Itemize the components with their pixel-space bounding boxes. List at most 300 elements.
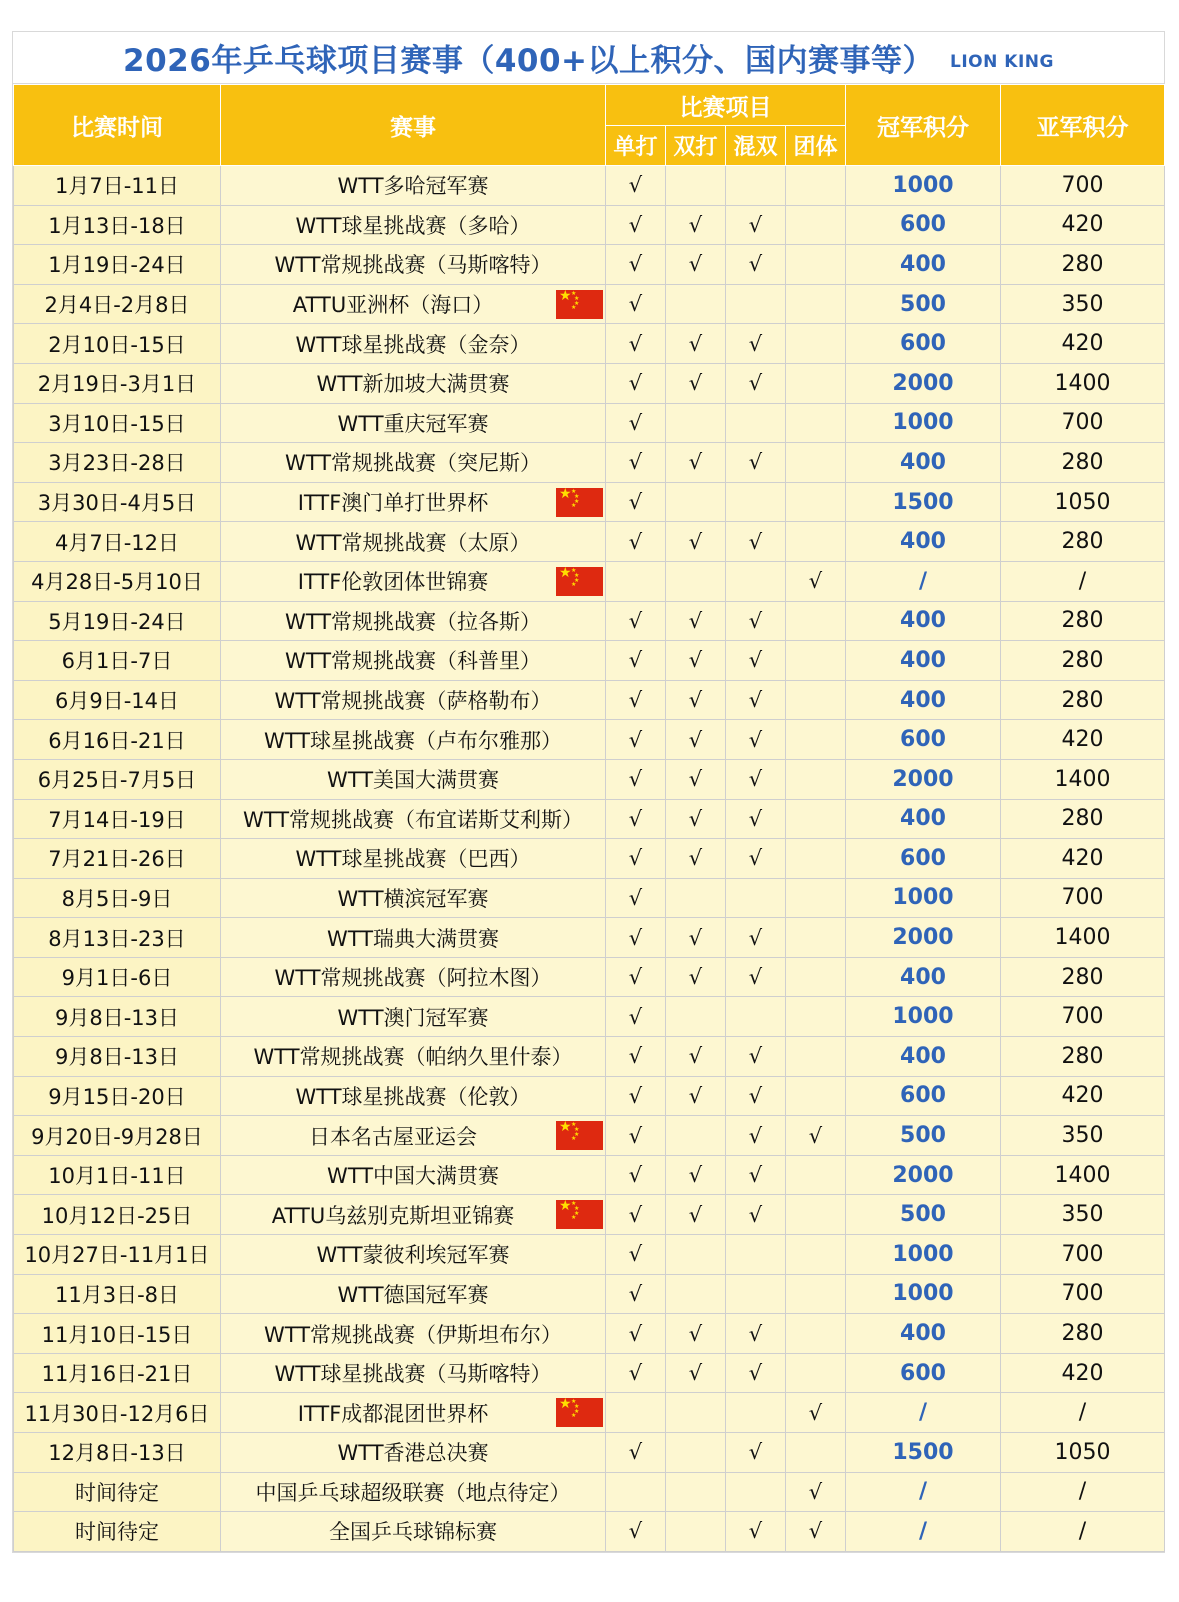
runner-up-points-cell: 1050 [1001, 1433, 1165, 1473]
singles-cell: √ [606, 522, 666, 562]
runner-up-points-cell: 1400 [1001, 918, 1165, 958]
runner-up-points-cell: / [1001, 561, 1165, 601]
singles-cell: √ [606, 918, 666, 958]
runner-up-points-cell: / [1001, 1512, 1165, 1552]
date-cell: 时间待定 [14, 1512, 221, 1552]
event-cell [221, 641, 606, 681]
team-cell [786, 166, 846, 206]
event-cell [221, 561, 606, 601]
event-cell [221, 957, 606, 997]
event-cell [221, 1076, 606, 1116]
singles-cell: √ [606, 166, 666, 206]
team-cell [786, 1155, 846, 1195]
runner-up-points-cell: 350 [1001, 284, 1165, 324]
team-cell [786, 1195, 846, 1235]
doubles-cell: √ [666, 522, 726, 562]
event-cell [221, 363, 606, 403]
champion-points-cell: 600 [846, 839, 1001, 879]
doubles-cell: √ [666, 363, 726, 403]
mixed-cell [726, 878, 786, 918]
table-row [14, 1116, 1165, 1156]
event-name: ITTF成都混团世界杯 [297, 1401, 489, 1426]
event-cell [221, 601, 606, 641]
event-name: WTT香港总决赛 [337, 1441, 489, 1466]
runner-up-points-cell: 280 [1001, 245, 1165, 285]
doubles-cell [666, 1433, 726, 1473]
event-name: WTT重庆冠军赛 [337, 411, 489, 436]
team-cell [786, 363, 846, 403]
date-cell: 10月27日-11月1日 [14, 1235, 221, 1275]
date-cell: 9月15日-20日 [14, 1076, 221, 1116]
doubles-cell: √ [666, 1037, 726, 1077]
table-row [14, 482, 1165, 522]
page-title: 2026年乒乓球项目赛事（400+以上积分、国内赛事等） [123, 43, 935, 79]
singles-cell [606, 1393, 666, 1433]
doubles-cell: √ [666, 1314, 726, 1354]
doubles-cell [666, 1116, 726, 1156]
event-name: WTT瑞典大满贯赛 [326, 926, 500, 951]
team-cell [786, 878, 846, 918]
team-cell [786, 799, 846, 839]
runner-up-points-cell: 1400 [1001, 1155, 1165, 1195]
champion-points-cell: 400 [846, 1314, 1001, 1354]
event-cell [221, 1037, 606, 1077]
runner-up-points-cell: 420 [1001, 324, 1165, 364]
champion-points-cell: 400 [846, 1037, 1001, 1077]
event-name: WTT中国大满贯赛 [326, 1164, 500, 1189]
doubles-cell [666, 878, 726, 918]
mixed-cell: √ [726, 799, 786, 839]
singles-cell: √ [606, 720, 666, 760]
mixed-cell [726, 1235, 786, 1275]
event-name: 全国乒乓球锦标赛 [329, 1520, 497, 1545]
table-row [14, 443, 1165, 483]
doubles-cell [666, 997, 726, 1037]
team-cell [786, 839, 846, 879]
runner-up-points-cell: 420 [1001, 1353, 1165, 1393]
team-cell [786, 997, 846, 1037]
mixed-cell: √ [726, 680, 786, 720]
singles-cell: √ [606, 601, 666, 641]
runner-up-points-cell: 280 [1001, 799, 1165, 839]
date-cell: 3月10日-15日 [14, 403, 221, 443]
runner-up-points-cell: 700 [1001, 1274, 1165, 1314]
team-cell [786, 1235, 846, 1275]
team-cell [786, 759, 846, 799]
brand-label: LION KING [950, 51, 1054, 72]
champion-points-cell: 400 [846, 245, 1001, 285]
mixed-cell [726, 482, 786, 522]
event-cell [221, 997, 606, 1037]
event-cell [221, 799, 606, 839]
runner-up-points-cell: 700 [1001, 878, 1165, 918]
table-row [14, 878, 1165, 918]
doubles-cell: √ [666, 799, 726, 839]
date-cell: 8月5日-9日 [14, 878, 221, 918]
singles-cell: √ [606, 1433, 666, 1473]
event-cell [221, 918, 606, 958]
table-row [14, 799, 1165, 839]
header-runner-up-points: 亚军积分 [1001, 85, 1165, 166]
date-cell: 6月9日-14日 [14, 680, 221, 720]
table-row [14, 324, 1165, 364]
date-cell: 1月19日-24日 [14, 245, 221, 285]
champion-points-cell: 2000 [846, 363, 1001, 403]
event-name: WTT常规挑战赛（阿拉木图） [274, 966, 552, 991]
event-cell [221, 878, 606, 918]
table-row [14, 1472, 1165, 1512]
date-cell: 1月13日-18日 [14, 205, 221, 245]
mixed-cell: √ [726, 720, 786, 760]
runner-up-points-cell: 700 [1001, 166, 1165, 206]
mixed-cell: √ [726, 1314, 786, 1354]
runner-up-points-cell: 420 [1001, 1076, 1165, 1116]
date-cell: 7月14日-19日 [14, 799, 221, 839]
table-row [14, 403, 1165, 443]
date-cell: 11月10日-15日 [14, 1314, 221, 1354]
runner-up-points-cell: 700 [1001, 997, 1165, 1037]
event-name: WTT德国冠军赛 [337, 1282, 489, 1307]
doubles-cell: √ [666, 839, 726, 879]
table-row [14, 363, 1165, 403]
mixed-cell [726, 284, 786, 324]
champion-points-cell: 2000 [846, 759, 1001, 799]
doubles-cell: √ [666, 680, 726, 720]
doubles-cell: √ [666, 918, 726, 958]
runner-up-points-cell: 420 [1001, 205, 1165, 245]
runner-up-points-cell: 1050 [1001, 482, 1165, 522]
singles-cell: √ [606, 1195, 666, 1235]
champion-points-cell: 1000 [846, 997, 1001, 1037]
singles-cell: √ [606, 1274, 666, 1314]
mixed-cell: √ [726, 918, 786, 958]
date-cell: 11月16日-21日 [14, 1353, 221, 1393]
event-name: WTT常规挑战赛（拉各斯） [284, 609, 542, 634]
date-cell: 11月3日-8日 [14, 1274, 221, 1314]
event-cell [221, 759, 606, 799]
mixed-cell [726, 997, 786, 1037]
date-cell: 3月30日-4月5日 [14, 482, 221, 522]
champion-points-cell: / [846, 1472, 1001, 1512]
singles-cell: √ [606, 245, 666, 285]
table-row [14, 759, 1165, 799]
event-name: WTT球星挑战赛（多哈） [295, 213, 531, 238]
singles-cell: √ [606, 363, 666, 403]
mixed-cell: √ [726, 1353, 786, 1393]
champion-points-cell: 400 [846, 443, 1001, 483]
event-name: WTT常规挑战赛（科普里） [284, 649, 542, 674]
runner-up-points-cell: 280 [1001, 641, 1165, 681]
champion-points-cell: 600 [846, 720, 1001, 760]
runner-up-points-cell: 420 [1001, 839, 1165, 879]
date-cell: 1月7日-11日 [14, 166, 221, 206]
event-cell [221, 1472, 606, 1512]
mixed-cell: √ [726, 522, 786, 562]
date-cell: 11月30日-12月6日 [14, 1393, 221, 1433]
header-date: 比赛时间 [14, 85, 221, 166]
china-flag-icon: ★ ★ ★ ★ ★ [556, 1398, 603, 1427]
date-cell: 12月8日-13日 [14, 1433, 221, 1473]
doubles-cell: √ [666, 601, 726, 641]
runner-up-points-cell: / [1001, 1393, 1165, 1433]
runner-up-points-cell: 350 [1001, 1195, 1165, 1235]
event-cell [221, 245, 606, 285]
doubles-cell: √ [666, 1155, 726, 1195]
date-cell: 10月12日-25日 [14, 1195, 221, 1235]
team-cell [786, 957, 846, 997]
event-name: ATTU乌兹别克斯坦亚锦赛 [271, 1203, 515, 1228]
table-row [14, 601, 1165, 641]
mixed-cell: √ [726, 1433, 786, 1473]
schedule-table [13, 84, 1165, 1552]
event-cell [221, 1314, 606, 1354]
table-row [14, 1155, 1165, 1195]
singles-cell: √ [606, 641, 666, 681]
table-row [14, 1274, 1165, 1314]
champion-points-cell: 500 [846, 1116, 1001, 1156]
singles-cell: √ [606, 799, 666, 839]
table-row [14, 1235, 1165, 1275]
event-name: WTT球星挑战赛（金奈） [295, 332, 531, 357]
runner-up-points-cell: 280 [1001, 443, 1165, 483]
champion-points-cell: 1000 [846, 1274, 1001, 1314]
table-row [14, 1314, 1165, 1354]
mixed-cell: √ [726, 1195, 786, 1235]
singles-cell: √ [606, 1235, 666, 1275]
event-name: ITTF澳门单打世界杯 [297, 491, 489, 516]
doubles-cell: √ [666, 205, 726, 245]
mixed-cell: √ [726, 1076, 786, 1116]
mixed-cell: √ [726, 601, 786, 641]
runner-up-points-cell: / [1001, 1472, 1165, 1512]
runner-up-points-cell: 1400 [1001, 363, 1165, 403]
team-cell [786, 205, 846, 245]
event-name: WTT球星挑战赛（马斯喀特） [274, 1362, 552, 1387]
table-row [14, 1353, 1165, 1393]
event-name: 日本名古屋亚运会 [309, 1124, 477, 1149]
date-cell: 7月21日-26日 [14, 839, 221, 879]
china-flag-icon: ★ ★ ★ ★ ★ [556, 290, 603, 319]
doubles-cell: √ [666, 759, 726, 799]
team-cell [786, 918, 846, 958]
doubles-cell: √ [666, 720, 726, 760]
champion-points-cell: 400 [846, 957, 1001, 997]
team-cell [786, 1433, 846, 1473]
mixed-cell [726, 166, 786, 206]
champion-points-cell: 1000 [846, 878, 1001, 918]
table-row [14, 641, 1165, 681]
table-row [14, 522, 1165, 562]
event-cell [221, 1195, 606, 1235]
header-champion-points: 冠军积分 [846, 85, 1001, 166]
champion-points-cell: 600 [846, 1353, 1001, 1393]
champion-points-cell: / [846, 1512, 1001, 1552]
runner-up-points-cell: 280 [1001, 522, 1165, 562]
doubles-cell [666, 284, 726, 324]
event-name: WTT常规挑战赛（突尼斯） [284, 451, 542, 476]
singles-cell: √ [606, 680, 666, 720]
event-name: WTT球星挑战赛（卢布尔雅那） [263, 728, 563, 753]
team-cell [786, 601, 846, 641]
event-cell [221, 839, 606, 879]
date-cell: 9月8日-13日 [14, 997, 221, 1037]
runner-up-points-cell: 280 [1001, 601, 1165, 641]
team-cell [786, 1037, 846, 1077]
team-cell [786, 482, 846, 522]
event-name: WTT常规挑战赛（布宜诺斯艾利斯） [242, 807, 584, 832]
table-row [14, 839, 1165, 879]
mixed-cell [726, 1393, 786, 1433]
table-row [14, 166, 1165, 206]
table-row [14, 997, 1165, 1037]
champion-points-cell: 400 [846, 680, 1001, 720]
date-cell: 时间待定 [14, 1472, 221, 1512]
team-cell: √ [786, 1393, 846, 1433]
runner-up-points-cell: 420 [1001, 720, 1165, 760]
header-mixed: 混双 [726, 126, 786, 166]
event-name: WTT蒙彼利埃冠军赛 [316, 1243, 510, 1268]
singles-cell: √ [606, 1353, 666, 1393]
runner-up-points-cell: 700 [1001, 403, 1165, 443]
team-cell [786, 443, 846, 483]
mixed-cell: √ [726, 1155, 786, 1195]
singles-cell: √ [606, 839, 666, 879]
china-flag-icon: ★ ★ ★ ★ ★ [556, 488, 603, 517]
doubles-cell [666, 403, 726, 443]
champion-points-cell: 600 [846, 1076, 1001, 1116]
china-flag-icon: ★ ★ ★ ★ ★ [556, 1200, 603, 1229]
date-cell: 4月28日-5月10日 [14, 561, 221, 601]
team-cell [786, 1274, 846, 1314]
doubles-cell [666, 482, 726, 522]
runner-up-points-cell: 700 [1001, 1235, 1165, 1275]
team-cell: √ [786, 1472, 846, 1512]
champion-points-cell: 2000 [846, 918, 1001, 958]
event-name: ITTF伦敦团体世锦赛 [297, 570, 489, 595]
date-cell: 3月23日-28日 [14, 443, 221, 483]
event-cell [221, 522, 606, 562]
header-doubles: 双打 [666, 126, 726, 166]
mixed-cell [726, 1274, 786, 1314]
mixed-cell: √ [726, 245, 786, 285]
table-row [14, 957, 1165, 997]
singles-cell [606, 1472, 666, 1512]
event-cell [221, 324, 606, 364]
mixed-cell: √ [726, 1037, 786, 1077]
champion-points-cell: 400 [846, 601, 1001, 641]
date-cell: 2月4日-2月8日 [14, 284, 221, 324]
event-cell [221, 1155, 606, 1195]
doubles-cell: √ [666, 1195, 726, 1235]
doubles-cell [666, 561, 726, 601]
header-event: 赛事 [221, 85, 606, 166]
event-name: WTT美国大满贯赛 [326, 768, 500, 793]
event-name: WTT球星挑战赛（巴西） [295, 847, 531, 872]
team-cell [786, 522, 846, 562]
runner-up-points-cell: 280 [1001, 1314, 1165, 1354]
mixed-cell: √ [726, 205, 786, 245]
team-cell [786, 1314, 846, 1354]
singles-cell: √ [606, 878, 666, 918]
doubles-cell: √ [666, 324, 726, 364]
doubles-cell [666, 1393, 726, 1433]
table-row [14, 720, 1165, 760]
table-row [14, 918, 1165, 958]
team-cell [786, 403, 846, 443]
singles-cell: √ [606, 1116, 666, 1156]
champion-points-cell: 1500 [846, 482, 1001, 522]
china-flag-icon: ★ ★ ★ ★ ★ [556, 1121, 603, 1150]
event-cell [221, 1235, 606, 1275]
event-name: WTT新加坡大满贯赛 [316, 372, 510, 397]
doubles-cell [666, 1472, 726, 1512]
singles-cell: √ [606, 324, 666, 364]
mixed-cell [726, 561, 786, 601]
singles-cell: √ [606, 1314, 666, 1354]
doubles-cell: √ [666, 245, 726, 285]
event-name: WTT常规挑战赛（伊斯坦布尔） [263, 1322, 563, 1347]
team-cell: √ [786, 1512, 846, 1552]
singles-cell: √ [606, 205, 666, 245]
date-cell: 10月1日-11日 [14, 1155, 221, 1195]
doubles-cell: √ [666, 1076, 726, 1116]
table-row [14, 680, 1165, 720]
date-cell: 6月25日-7月5日 [14, 759, 221, 799]
mixed-cell: √ [726, 839, 786, 879]
champion-points-cell: 400 [846, 522, 1001, 562]
mixed-cell [726, 1472, 786, 1512]
champion-points-cell: 400 [846, 799, 1001, 839]
header-types: 比赛项目 [606, 85, 846, 126]
event-cell [221, 284, 606, 324]
mixed-cell [726, 403, 786, 443]
table-row [14, 284, 1165, 324]
runner-up-points-cell: 280 [1001, 680, 1165, 720]
runner-up-points-cell: 1400 [1001, 759, 1165, 799]
champion-points-cell: 2000 [846, 1155, 1001, 1195]
event-name: WTT常规挑战赛（太原） [295, 530, 531, 555]
mixed-cell: √ [726, 759, 786, 799]
team-cell: √ [786, 1116, 846, 1156]
event-name: WTT常规挑战赛（萨格勒布） [274, 689, 552, 714]
mixed-cell: √ [726, 1116, 786, 1156]
champion-points-cell: 500 [846, 1195, 1001, 1235]
singles-cell: √ [606, 443, 666, 483]
champion-points-cell: 1000 [846, 1235, 1001, 1275]
event-name: WTT澳门冠军赛 [337, 1005, 489, 1030]
team-cell [786, 641, 846, 681]
mixed-cell: √ [726, 641, 786, 681]
singles-cell: √ [606, 1037, 666, 1077]
runner-up-points-cell: 350 [1001, 1116, 1165, 1156]
date-cell: 2月10日-15日 [14, 324, 221, 364]
table-row [14, 1195, 1165, 1235]
team-cell [786, 284, 846, 324]
event-cell [221, 1353, 606, 1393]
mixed-cell: √ [726, 957, 786, 997]
doubles-cell [666, 1274, 726, 1314]
doubles-cell: √ [666, 443, 726, 483]
team-cell [786, 1353, 846, 1393]
table-row [14, 1433, 1165, 1473]
mixed-cell: √ [726, 363, 786, 403]
doubles-cell [666, 166, 726, 206]
doubles-cell: √ [666, 641, 726, 681]
event-cell [221, 1274, 606, 1314]
title-bar [13, 32, 1164, 84]
header-team: 团体 [786, 126, 846, 166]
event-cell [221, 443, 606, 483]
